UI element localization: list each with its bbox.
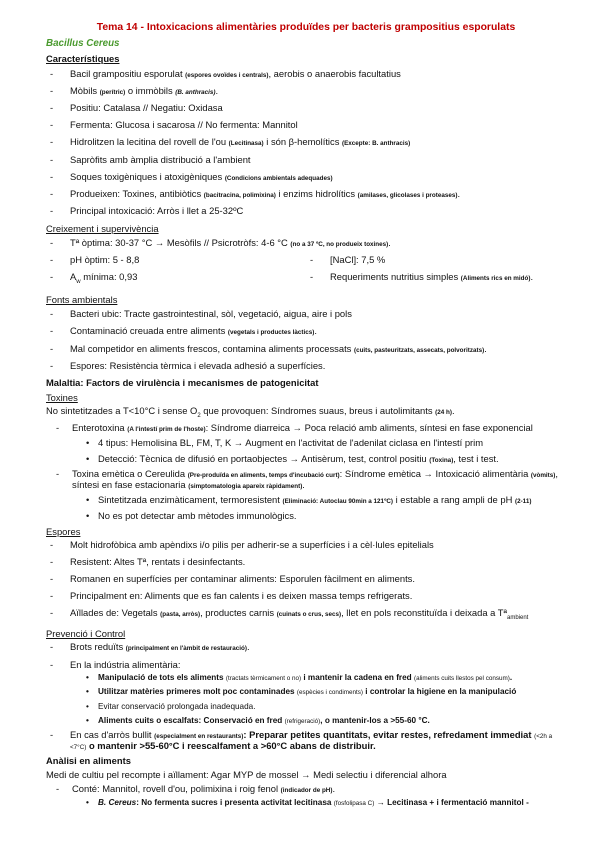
list-item: - Mal competidor en aliments frescos, contamina aliments processats (cuits, pasteuritzats, assecats, polvoritzats).: [50, 342, 487, 354]
document-title: Tema 14 - Intoxicacions alimentàries produïdes per bacteris grampositius esporulats: [96, 22, 516, 33]
list-subitem: • Aliments cuits o escalfats: Conservació en fred (refrigeració), o mantenir-los a >55-60 °C.: [86, 716, 430, 726]
list-item: - Sapròfits amb àmplia distribució a l'ambient: [50, 153, 251, 165]
two-column-row: [46, 271, 566, 292]
list-item: - Romanen en superfícies per contaminar aliments: Esporulen fàcilment en aliments.: [50, 573, 415, 585]
list-subitem: • No es pot detectar amb mètodes immunològics.: [86, 509, 297, 521]
list-item: - $A_w$ mínima: 0,93: [50, 271, 138, 286]
two-column-row: [46, 254, 566, 271]
document-page: [46, 22, 566, 813]
list-item: - Brots reduïts (principalment en l'àmbit de restauració).: [50, 641, 250, 653]
subheading-toxines: Toxines: [46, 391, 78, 403]
list-item: - Principalment en: Aliments que es fan calents i es deixen massa temps refrigerats.: [50, 590, 413, 602]
list-item: - Soques toxigèniques i atoxigèniques (Condicions ambientals adequades): [50, 170, 333, 182]
list-subitem: • Manipulació de tots els aliments (tractats tèrmicament o no) i mantenir la cadena en fred (aliments cuits llestos pel consum).: [86, 673, 513, 683]
list-subitem: • 4 tipus: Hemolisina BL, FM, T, K → Augment en l'activitat de l'adenilat ciclasa en l'intestí prim: [86, 437, 484, 449]
section-heading-malaltia: Malaltia: Factors de virulència i mecanismes de patogenicitat: [46, 377, 319, 389]
list-item: - Hidrolitzen la lecitina del rovell de l'ou (Lecitinasa) i són β-hemolítics (Excepte: B. anthracis): [50, 136, 411, 148]
analisi-intro: Medi de cultiu pel recompte i aïllament: Agar MYP de mossel → Medi selectiu i diferencial alhora: [46, 769, 447, 781]
section-heading-creixement: Creixement i supervivència: [46, 222, 159, 234]
section-heading-fonts: Fonts ambientals: [46, 294, 118, 306]
toxines-intro: No sintetitzades a T<10°C i sense $O_2$ que provoquen: Síndromes suaus, breus i autolimitants (24 h).: [46, 404, 455, 419]
list-item: - Positiu: Catalasa // Negatiu: Oxidasa: [50, 102, 223, 114]
list-item-enterotoxina: - Enterotoxina (A l'intestí prim de l'hoste): Síndrome diarreica → Poca relació amb aliments, síntesi en fase exponencial: [56, 421, 533, 433]
list-item: - Bacteri ubic: Tracte gastrointestinal, sòl, vegetació, aigua, aire i pols: [50, 308, 352, 320]
subheading-espores: Espores: [46, 525, 81, 537]
list-item: - Principal intoxicació: Arròs i llet a 25-32ºC: [50, 205, 244, 217]
subheading-prevencio: Prevenció i Control: [46, 628, 126, 640]
list-subitem: • Evitar conservació prolongada inadequada.: [86, 701, 256, 711]
list-item: - Bacil grampositiu esporulat (espores ovoïdes i centrals), aerobis o anaerobis facultatius: [50, 67, 401, 79]
list-item: - Fermenta: Glucosa i sacarosa // No fermenta: Mannitol: [50, 119, 298, 131]
list-subitem: • Utilitzar matèries primeres molt poc contaminades (espècies i condiments) i controlar la higiene en la manipulació: [86, 687, 517, 697]
list-item: - Molt hidrofòbica amb apèndixs i/o pilis per adherir-se a superfícies i a cèl·lules epitelials: [50, 538, 434, 550]
list-item: - Aïllades de: Vegetals (pasta, arròs), productes carnis (cuinats o crus, secs), llet en pols reconstituïda i deixada a Tª$_{ambient}$: [50, 607, 529, 622]
list-subitem: • Detecció: Tècnica de difusió en portaobjectes → Antisèrum, test, control positiu (Toxina), test i test.: [86, 453, 499, 465]
list-subitem: • B. Cereus: No fermenta sucres i presenta activitat lecitinasa (fosfolipasa C) → Lecitinasa + i fermentació mannitol -: [86, 798, 529, 808]
list-item-emetica: - Toxina emètica o Cereulida (Pre-produïda en aliments, temps d'incubació curt): Síndrome emètica → Intoxicació alimentària (vòmits), síntesi en fase estacionaria (simptomatologia apareix ràpidament).: [56, 468, 558, 491]
list-item: - Mòbils (perítric) o immòbils (B. anthracis).: [50, 84, 219, 96]
list-item: - Contaminació creuada entre aliments (vegetals i productes làctics).: [50, 325, 317, 337]
list-item: - Requeriments nutritius simples (Aliments rics en midó).: [310, 271, 534, 283]
list-item: - Conté: Mannitol, rovell d'ou, polimixina i roig fenol (indicador de pH).: [56, 782, 336, 794]
list-item: - Produeixen: Toxines, antibiòtics (bacitracina, polimixina) i enzims hidrolítics (amilases, glicolases i proteases).: [50, 188, 461, 200]
list-item: - pH òptim: 5 - 8,8: [50, 254, 140, 266]
list-item: - Resistent: Altes Tª, rentats i desinfectants.: [50, 556, 246, 568]
list-item: - En la indústria alimentària:: [50, 658, 181, 670]
list-item: - En cas d'arròs bullit (especialment en restaurants): Preparar petites quantitats, evitar restes, refredament immediat (<2h a <7°C) o mantenir >55-60°C i reescalfament a >60°C abans de distribuir.: [50, 729, 553, 752]
list-subitem: • Sintetitzada enzimàticament, termoresistent (Eliminació: Autoclau 90min a 121ºC) i estable a rang ampli de pH (2-11): [86, 493, 532, 505]
document-subtitle: Bacillus Cereus: [46, 38, 120, 50]
section-heading-caracteristiques: Característiques: [46, 53, 120, 65]
list-item: - Espores: Resistència tèrmica i elevada adhesió a superfícies.: [50, 360, 326, 372]
list-item: - Tª òptima: 30-37 °C → Mesòfils // Psicrotròfs: 4-6 °C (no a 37 ºC, no produeix toxines).: [50, 236, 391, 248]
section-heading-analisi: Anàlisi en aliments: [46, 755, 131, 767]
list-item: - [NaCl]: 7,5 %: [310, 254, 386, 266]
